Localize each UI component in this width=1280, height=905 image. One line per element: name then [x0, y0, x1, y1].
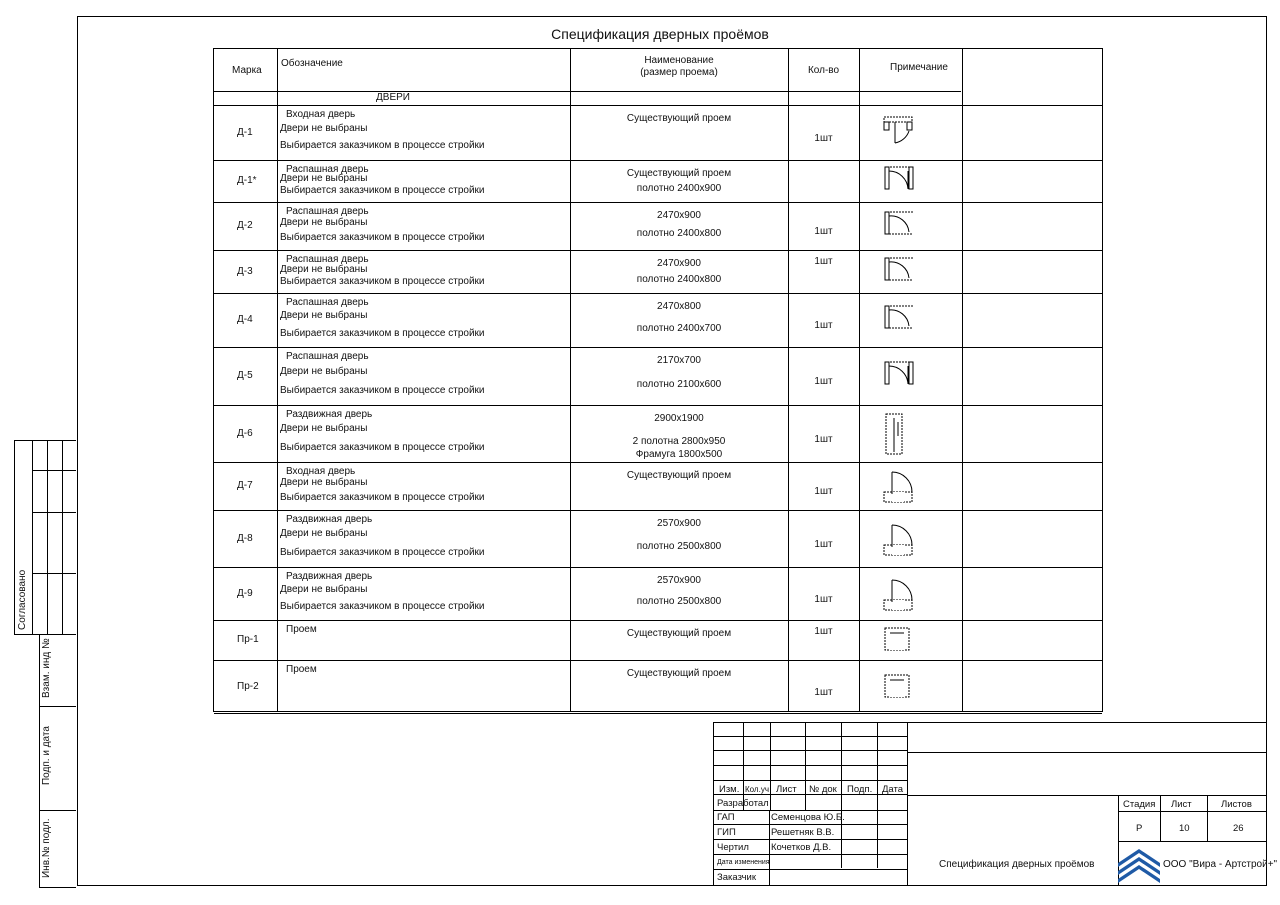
label-sign-date: Подп. и дата	[41, 726, 52, 785]
row-designation-note: Выбирается заказчиком в процессе стройки	[280, 327, 485, 339]
door-symbol-icon	[881, 517, 921, 561]
stamp-stage-value: Р	[1136, 823, 1143, 834]
stamp-person: Семенцова Ю.Б.	[771, 812, 845, 823]
row-mark: Д-6	[237, 427, 253, 439]
row-designation-type: Входная дверь	[286, 466, 356, 477]
row-divider	[214, 567, 1102, 568]
stamp-rule	[743, 722, 744, 810]
row-mark: Д-4	[237, 314, 253, 325]
header-qty: Кол-во	[807, 65, 840, 76]
row-mark: Д-9	[237, 587, 253, 599]
row-size: Существующий проем	[626, 168, 732, 179]
stamp-rule	[770, 722, 771, 810]
row-designation-type: Распашная дверь	[286, 254, 369, 265]
row-qty: 1шт	[814, 320, 833, 331]
row-divider	[214, 91, 961, 92]
row-designation-status: Двери не выбраны	[280, 122, 368, 134]
row-qty: 1шт	[814, 538, 833, 550]
row-designation-status: Двери не выбраны	[280, 217, 368, 229]
row-mark: Д-1*	[237, 175, 257, 186]
row-designation-status: Двери не выбраны	[280, 173, 368, 185]
row-designation-note: Выбирается заказчиком в процессе стройки	[280, 232, 485, 244]
row-designation-status: Двери не выбраны	[280, 528, 368, 540]
row-designation-note: Выбирается заказчиком в процессе стройки	[280, 384, 485, 396]
row-leaf-size: полотно 2500x800	[636, 596, 722, 608]
stamp-rule	[841, 722, 842, 810]
row-size: Существующий проем	[626, 113, 732, 124]
door-symbol-icon	[881, 665, 921, 709]
row-designation-type: Проем	[286, 624, 317, 635]
row-qty: 1шт	[814, 593, 833, 605]
door-symbol-icon	[881, 572, 921, 616]
door-symbol-icon	[881, 111, 921, 155]
stamp-role: Дата изменения	[717, 859, 770, 866]
row-divider	[214, 405, 1102, 406]
stamp-rule	[713, 722, 1267, 723]
row-designation-type: Распашная дверь	[286, 164, 369, 175]
row-qty: 1шт	[814, 132, 833, 144]
stamp-col-header: Лист	[776, 784, 797, 795]
row-designation-status: Двери не выбраны	[280, 310, 368, 322]
stamp-person: Решетняк В.В.	[771, 827, 835, 838]
stamp-sheet-label: Лист	[1171, 799, 1192, 810]
row-designation-status: Двери не выбраны	[280, 477, 368, 489]
row-leaf-size: полотно 2500x800	[636, 541, 722, 553]
stamp-sheets-label: Листов	[1221, 799, 1252, 810]
row-size: Существующий проем	[626, 668, 732, 679]
stamp-role: Чертил	[717, 842, 749, 853]
row-designation-note: Выбирается заказчиком в процессе стройки	[280, 492, 485, 504]
col-divider	[277, 49, 278, 711]
row-designation-note: Выбирается заказчиком в процессе стройки	[280, 185, 485, 197]
row-leaf-size: полотно 2400x900	[636, 183, 722, 195]
door-symbol-icon	[881, 204, 921, 248]
row-qty: 1шт	[814, 626, 833, 637]
row-leaf-size: 2 полотна 2800x950	[632, 436, 726, 448]
stamp-sheets-value: 26	[1233, 823, 1244, 834]
specification-table	[213, 48, 1103, 712]
page-title: Спецификация дверных проёмов	[551, 26, 769, 42]
row-leaf-size: полотно 2400x800	[636, 273, 722, 285]
header-mark: Марка	[232, 65, 262, 76]
row-divider	[214, 202, 1102, 203]
stamp-rule	[1118, 841, 1267, 842]
row-designation-status: Двери не выбраны	[280, 423, 368, 435]
row-designation-type: Раздвижная дверь	[286, 571, 373, 582]
stamp-rule	[805, 722, 806, 810]
stamp-rule	[713, 869, 907, 870]
row-designation-note: Выбирается заказчиком в процессе стройки	[280, 276, 485, 288]
door-symbol-icon	[881, 298, 921, 342]
section-doors: ДВЕРИ	[376, 92, 410, 103]
door-symbol-icon	[881, 618, 921, 662]
title-block	[713, 722, 1278, 886]
stamp-col-header: Подп.	[847, 784, 873, 795]
header-name-line1: Наименование	[644, 55, 714, 66]
row-designation-type: Входная дверь	[286, 109, 356, 120]
row-qty: 1шт	[814, 433, 833, 445]
row-mark: Д-8	[237, 532, 253, 544]
row-size: Существующий проем	[626, 470, 732, 481]
row-qty: 1шт	[814, 486, 833, 497]
row-designation-type: Проем	[286, 664, 317, 675]
row-mark: Д-1	[237, 126, 253, 138]
stamp-role: Разработал	[717, 798, 769, 809]
row-divider	[214, 293, 1102, 294]
row-designation-status: Двери не выбраны	[280, 584, 368, 595]
stamp-rule	[713, 722, 714, 886]
row-designation-note: Выбирается заказчиком в процессе стройки	[280, 600, 485, 612]
row-designation-status: Двери не выбраны	[280, 263, 368, 275]
row-size: 2170x700	[657, 355, 701, 366]
header-note: Примечание	[890, 62, 948, 73]
stamp-role: ГИП	[717, 827, 736, 838]
row-leaf-size: полотно 2100x600	[636, 378, 722, 390]
stamp-col-header: Дата	[882, 784, 904, 795]
stamp-col-header: Изм.	[719, 784, 740, 795]
door-symbol-icon	[881, 464, 921, 508]
row-designation-type: Распашная дверь	[286, 351, 369, 362]
stamp-rule	[1160, 795, 1161, 841]
row-designation-note: Выбирается заказчиком в процессе стройки	[280, 441, 485, 453]
row-mark: Д-3	[237, 265, 253, 277]
stamp-sheet-value: 10	[1179, 823, 1190, 834]
row-divider	[214, 105, 1102, 106]
row-qty: 1шт	[814, 376, 833, 387]
row-size: 2570x900	[657, 575, 701, 586]
stamp-company: ООО "Вира - Артстрой+"	[1163, 859, 1278, 870]
row-transom-size: Фрамуга 1800x500	[635, 449, 723, 461]
row-size: 2470x900	[657, 210, 701, 221]
row-designation-type: Распашная дверь	[286, 297, 369, 308]
stamp-rule	[1118, 811, 1267, 812]
stamp-rule	[877, 722, 878, 810]
door-symbol-icon	[881, 412, 921, 456]
row-divider	[214, 462, 1102, 463]
row-mark: Пр-1	[237, 634, 259, 645]
header-designation: Обозначение	[281, 58, 343, 69]
row-mark: Д-7	[237, 480, 253, 491]
label-inv-original: Инв.№ подл.	[41, 818, 52, 878]
label-inv-replace: Взам. инд №	[41, 638, 52, 698]
col-divider	[859, 49, 860, 711]
stamp-rule	[1207, 795, 1208, 841]
stamp-person: Кочетков Д.В.	[771, 842, 832, 853]
row-designation-note: Выбирается заказчиком в процессе стройки	[280, 140, 485, 152]
row-mark: Пр-2	[237, 680, 259, 692]
row-divider	[214, 250, 1102, 251]
stamp-rule	[877, 810, 878, 868]
row-divider	[214, 713, 1102, 714]
row-divider	[214, 660, 1102, 661]
row-size: 2470x900	[657, 258, 701, 269]
door-symbol-icon	[881, 354, 921, 398]
header-name-line2: (размер проема)	[640, 67, 718, 78]
door-symbol-icon	[881, 250, 921, 294]
label-agreed: Согласовано	[17, 569, 28, 630]
row-size: 2900x1900	[654, 413, 704, 424]
row-size: 2470x800	[657, 301, 701, 312]
row-designation-type: Распашная дверь	[286, 206, 369, 217]
row-divider	[214, 510, 1102, 511]
stamp-rule	[907, 795, 1267, 796]
approval-side-block	[14, 440, 76, 888]
row-size: 2570x900	[657, 518, 701, 529]
col-divider	[962, 49, 963, 106]
stamp-rule	[907, 722, 908, 886]
row-divider	[214, 620, 1102, 621]
row-size: Существующий проем	[626, 628, 732, 639]
row-leaf-size: полотно 2400x800	[636, 228, 722, 240]
company-logo	[1118, 845, 1160, 885]
stamp-rule	[907, 752, 1267, 753]
row-qty: 1шт	[814, 686, 833, 698]
stamp-col-header: № док	[809, 784, 837, 795]
row-divider	[214, 347, 1102, 348]
stamp-drawing-title: Спецификация дверных проёмов	[939, 859, 1095, 870]
stamp-col-header: Кол.уч	[745, 785, 769, 794]
stamp-role: Заказчик	[717, 872, 757, 883]
row-mark: Д-2	[237, 220, 253, 231]
row-designation-status: Двери не выбраны	[280, 365, 368, 377]
row-qty: 1шт	[814, 226, 833, 237]
row-designation-type: Раздвижная дверь	[286, 514, 373, 525]
stamp-rule	[769, 810, 770, 886]
row-leaf-size: полотно 2400x700	[636, 322, 722, 334]
row-divider	[214, 160, 1102, 161]
stamp-stage-label: Стадия	[1123, 799, 1156, 810]
row-designation-type: Раздвижная дверь	[286, 409, 373, 420]
door-symbol-icon	[881, 159, 921, 203]
row-designation-note: Выбирается заказчиком в процессе стройки	[280, 546, 485, 558]
stamp-role: ГАП	[717, 812, 735, 823]
row-mark: Д-5	[237, 370, 253, 381]
row-qty: 1шт	[814, 256, 833, 267]
